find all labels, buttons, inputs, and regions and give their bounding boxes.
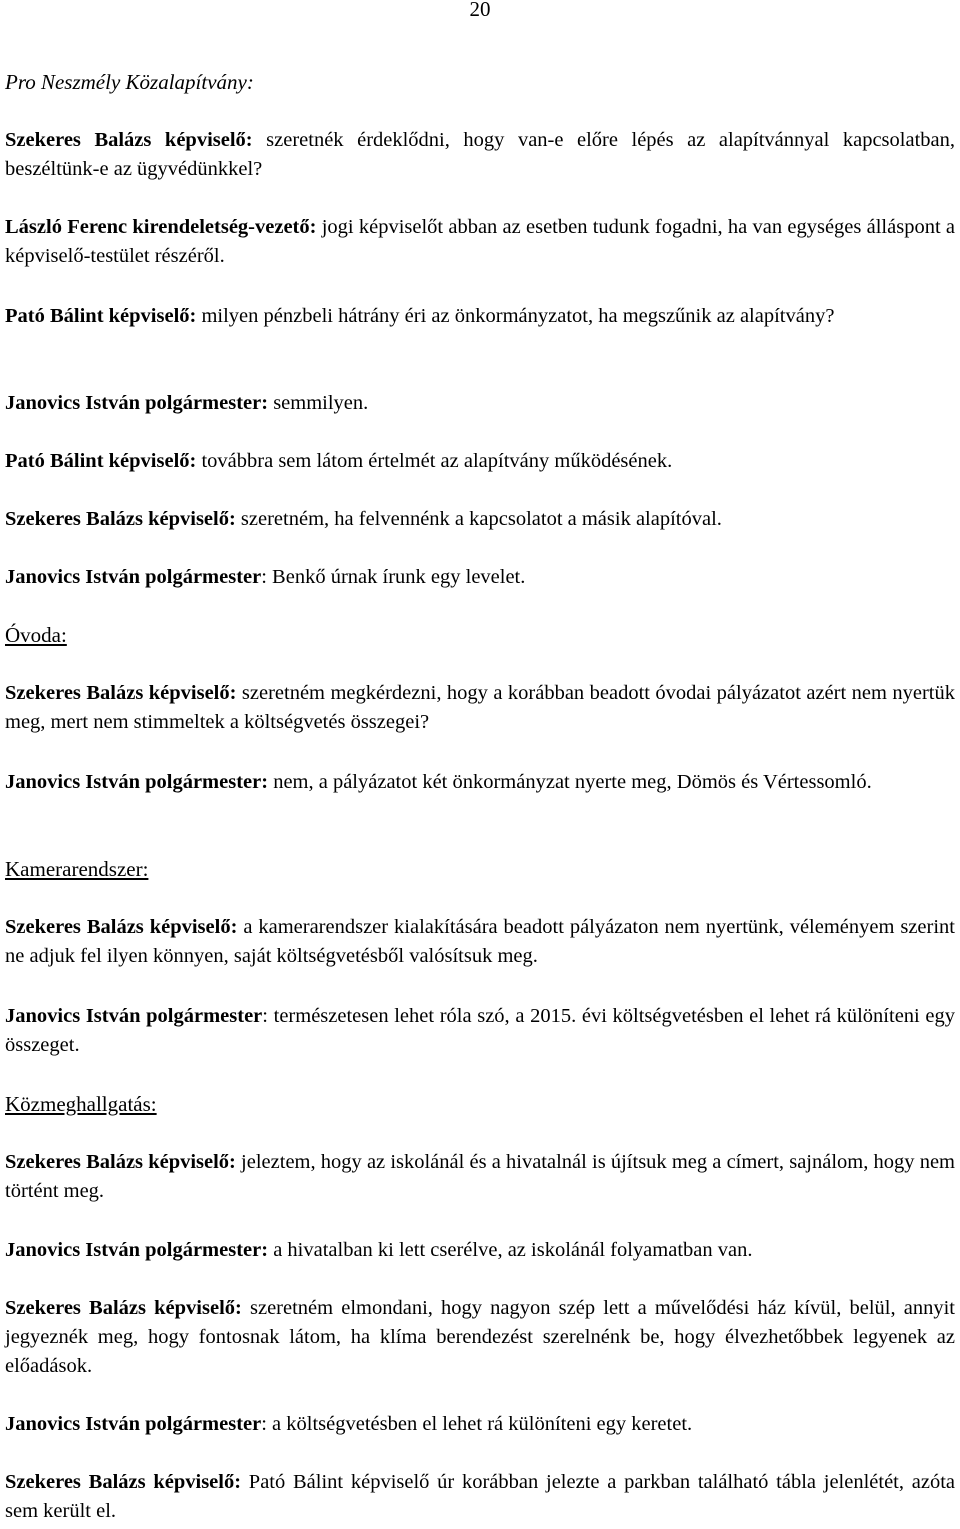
paragraph bbox=[5, 563, 955, 592]
statement: : a költségvetésben el lehet rá különíteni egy keretet. bbox=[261, 1413, 693, 1435]
speaker: Szekeres Balázs képviselő: bbox=[5, 1297, 242, 1319]
speaker: László Ferenc kirendeletség-vezető: bbox=[5, 216, 317, 238]
paragraph bbox=[5, 389, 955, 418]
speaker: Szekeres Balázs képviselő: bbox=[5, 916, 238, 938]
paragraph bbox=[5, 1294, 955, 1381]
paragraph bbox=[5, 126, 955, 184]
speaker: Szekeres Balázs képviselő: bbox=[5, 1151, 236, 1173]
paragraph bbox=[5, 1148, 955, 1206]
statement: Pató Bálint képviselő úr korábban jelezte a parkban található tábla jelenlétét, azóta sem került el. bbox=[5, 1471, 955, 1522]
speaker: Janovics István polgármester: bbox=[5, 1239, 269, 1261]
paragraph bbox=[5, 679, 955, 737]
statement: semmilyen. bbox=[268, 392, 369, 414]
paragraph bbox=[5, 302, 955, 331]
statement: szeretném megkérdezni, hogy a korábban beadott óvodai pályázatot azért nem nyertük meg, mert nem stimmeltek a költségvetés összegei? bbox=[5, 682, 955, 733]
speaker: Szekeres Balázs képviselő: bbox=[5, 508, 236, 530]
statement: szeretném elmondani, hogy nagyon szép lett a művelődési ház kívül, belül, annyit jegyeznék meg, hogy fontosnak látom, ha klíma berendezést szerelnénk be, hogy élvezhetőbbek legyenek az előadások. bbox=[5, 1297, 956, 1377]
speaker: Janovics István polgármester bbox=[5, 566, 262, 588]
statement: a hivatalban ki lett cserélve, az iskolánál folyamatban van. bbox=[268, 1239, 753, 1261]
statement: a kamerarendszer kialakítására beadott pályázaton nem nyertünk, véleményem szerint ne adjuk fel ilyen könnyen, saját költségvetésből valósítsuk meg. bbox=[5, 916, 955, 967]
paragraph bbox=[5, 1236, 955, 1265]
speaker: Janovics István polgármester: bbox=[5, 392, 269, 414]
statement: : Benkő úrnak írunk egy levelet. bbox=[261, 566, 526, 588]
speaker: Janovics István polgármester bbox=[5, 1413, 262, 1435]
paragraph bbox=[5, 213, 955, 271]
paragraph bbox=[5, 768, 955, 797]
statement: továbbra sem látom értelmét az alapítvány működésének. bbox=[196, 450, 673, 472]
page-number: 20 bbox=[469, 0, 491, 21]
paragraph bbox=[5, 1002, 955, 1060]
statement: szeretnék érdeklődni, hogy van-e előre lépés az alapítvánnyal kapcsolatban, beszéltünk-e az ügyvédünkkel? bbox=[5, 129, 955, 180]
speaker: Pató Bálint képviselő: bbox=[5, 450, 197, 472]
statement: szeretném, ha felvennénk a kapcsolatot a másik alapítóval. bbox=[235, 508, 722, 530]
paragraph bbox=[5, 1468, 955, 1526]
paragraph bbox=[5, 505, 955, 534]
section-heading-ovoda: Óvoda: bbox=[5, 623, 67, 647]
speaker: Szekeres Balázs képviselő: bbox=[5, 129, 253, 151]
paragraph bbox=[5, 913, 955, 971]
statement: jeleztem, hogy az iskolánál és a hivatalnál is újítsuk meg a címert, sajnálom, hogy nem történt meg. bbox=[5, 1151, 955, 1202]
statement: nem, a pályázatot két önkormányzat nyerte meg, Dömös és Vértessomló. bbox=[268, 771, 872, 793]
statement: jogi képviselőt abban az esetben tudunk fogadni, ha van egységes álláspont a képviselő-testület részéről. bbox=[5, 216, 955, 267]
speaker: Janovics István polgármester: bbox=[5, 771, 269, 793]
section-heading-kamerarendszer: Kamerarendszer: bbox=[5, 857, 149, 881]
speaker: Janovics István polgármester bbox=[5, 1005, 263, 1027]
section-heading-pro-neszmely: Pro Neszmély Közalapítvány: bbox=[5, 70, 254, 94]
paragraph bbox=[5, 1410, 955, 1439]
statement: milyen pénzbeli hátrány éri az önkormányzatot, ha megszűnik az alapítvány? bbox=[196, 305, 835, 327]
section-heading-kozmeghallgatas: Közmeghallgatás: bbox=[5, 1092, 157, 1116]
speaker: Szekeres Balázs képviselő: bbox=[5, 1471, 242, 1493]
paragraph bbox=[5, 447, 955, 476]
statement: : természetesen lehet róla szó, a 2015. évi költségvetésben el lehet rá különíteni egy összeget. bbox=[5, 1005, 955, 1056]
speaker: Pató Bálint képviselő: bbox=[5, 305, 197, 327]
speaker: Szekeres Balázs képviselő: bbox=[5, 682, 237, 704]
